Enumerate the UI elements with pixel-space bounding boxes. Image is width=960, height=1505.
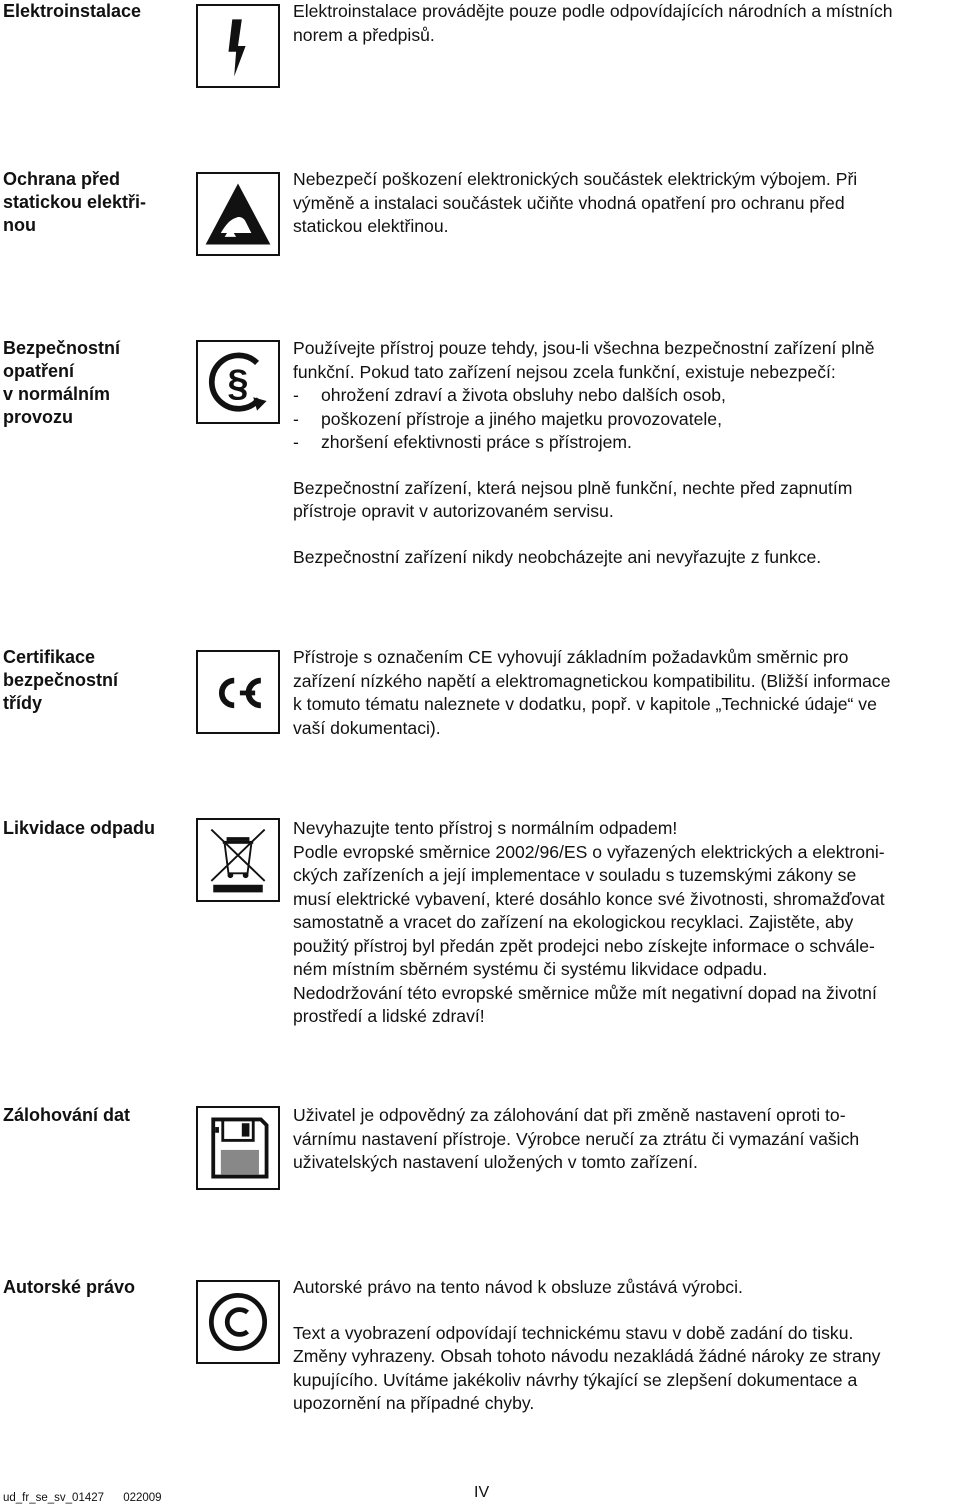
section-text-electrical — [293, 0, 960, 47]
section-label-safety: Bezpečnostní opatření v normálním provozu — [3, 338, 121, 427]
text-line: Bezpečnostní zařízení nikdy neobcházejte ani nevyřazujte z funkce. — [293, 546, 822, 567]
text-line: Uživatel je odpovědný za zálohování dat při změně nastavení oproti to- — [293, 1105, 846, 1125]
text-line: samostatně a vracet do zařízení na ekologickou recyklaci. Zajistěte, aby — [293, 912, 854, 932]
text-line: statickou elektřinou. — [293, 216, 449, 236]
section-label-backup: Zálohování dat — [3, 1105, 131, 1125]
svg-text:§: § — [227, 362, 249, 405]
text-line: uživatelských nastavení uložených v tomto zařízení. — [293, 1152, 698, 1172]
text-line: k tomuto tématu naleznete v dodatku, popř. v kapitole „Technické údaje“ ve — [293, 694, 877, 714]
text-line: Bezpečnostní zařízení, která nejsou plně funkční, nechte před zapnutím — [293, 477, 853, 498]
text-line: Podle evropské směrnice 2002/96/ES o vyřazených elektrických a elektroni- — [293, 841, 885, 862]
list-item: - poškození přístroje a jiného majetku provozovatele, — [293, 408, 960, 432]
text-line: Text a vyobrazení odpovídají technickému stavu v době zadání do tisku. — [293, 1322, 854, 1343]
section-text-ce — [293, 646, 960, 740]
text-line: zařízení nízkého napětí a elektromagnetickou kompatibilitu. (Bližší informace — [293, 670, 891, 691]
section-text-backup — [293, 1104, 960, 1175]
ce-mark-icon — [196, 650, 280, 734]
text-line: ckých zařízeních a její implementace v souladu s tuzemskými zákony se — [293, 865, 857, 885]
floppy-disk-icon — [196, 1106, 280, 1190]
section-text-disposal — [293, 817, 960, 1029]
section-label-disposal: Likvidace odpadu — [3, 818, 156, 838]
text-line: várnímu nastavení přístroje. Výrobce neručí za ztrátu či vymazání vašich — [293, 1128, 860, 1149]
section-text-copyright — [293, 1276, 960, 1416]
esd-warning-icon — [196, 172, 280, 256]
text-line: musí elektrické vybavení, které dosáhlo konce své životnosti, shromažďovat — [293, 888, 885, 909]
crossed-bin-icon — [196, 818, 280, 902]
text-line: vaší dokumentaci). — [293, 717, 441, 738]
page-number: IV — [474, 1484, 490, 1501]
section-label-ce: Certifikace bezpečnostní třídy — [3, 647, 119, 713]
text-line: Autorské právo na tento návod k obsluze zůstává výrobci. — [293, 1277, 743, 1297]
text-line: výměně a instalaci součástek učiňte vhodná opatření pro ochranu před — [293, 192, 845, 213]
text-line: Nebezpečí poškození elektronických součástek elektrickým výbojem. Při — [293, 169, 858, 189]
text-line: norem a předpisů. — [293, 24, 435, 45]
lightning-bolt-icon — [196, 4, 280, 88]
section-label-copyright: Autorské právo — [3, 1277, 136, 1297]
text-line: Používejte přístroj pouze tehdy, jsou-li všechna bezpečnostní zařízení plně — [293, 338, 875, 358]
section-label-esd: Ochrana před statickou elektři- nou — [3, 169, 147, 235]
paragraph-safety-icon — [196, 340, 280, 424]
section-label-electrical: Elektroinstalace — [3, 1, 142, 21]
text-line: kupujícího. Uvítáme jakékoliv návrhy týkající se zlepšení dokumentace a — [293, 1369, 858, 1390]
text-line: přístroje opravit v autorizovaném servisu. — [293, 501, 614, 521]
text-line: Přístroje s označením CE vyhovují základním požadavkům směrnic pro — [293, 647, 849, 667]
list-item: - ohrožení zdraví a života obsluhy nebo dalších osob, — [293, 384, 960, 408]
text-line: Změny vyhrazeny. Obsah tohoto návodu nezakládá žádné nároky ze strany — [293, 1346, 881, 1366]
text-line: prostředí a lidské zdraví! — [293, 1006, 485, 1026]
text-line: funkční. Pokud tato zařízení nejsou zcela funkční, existuje nebezpečí: — [293, 361, 836, 382]
text-line: upozornění na případné chyby. — [293, 1393, 535, 1413]
text-line: Nevyhazujte tento přístroj s normálním odpadem! — [293, 818, 678, 838]
copyright-icon — [196, 1280, 280, 1364]
text-line: Elektroinstalace provádějte pouze podle odpovídajících národních a místních — [293, 1, 893, 21]
section-text-esd — [293, 168, 960, 239]
text-line: Nedodržování této evropské směrnice může mít negativní dopad na životní — [293, 982, 877, 1003]
text-line: použitý přístroj byl předán zpět prodejci nebo získejte informace o schvále- — [293, 935, 875, 956]
list-item: - zhoršení efektivnosti práce s přístrojem. — [293, 431, 960, 455]
text-line: ném místním sběrném systému či systému likvidace odpadu. — [293, 959, 768, 979]
document-code: ud_fr_se_sv_01427 022009 — [3, 1492, 162, 1504]
section-text-safety — [293, 337, 960, 569]
